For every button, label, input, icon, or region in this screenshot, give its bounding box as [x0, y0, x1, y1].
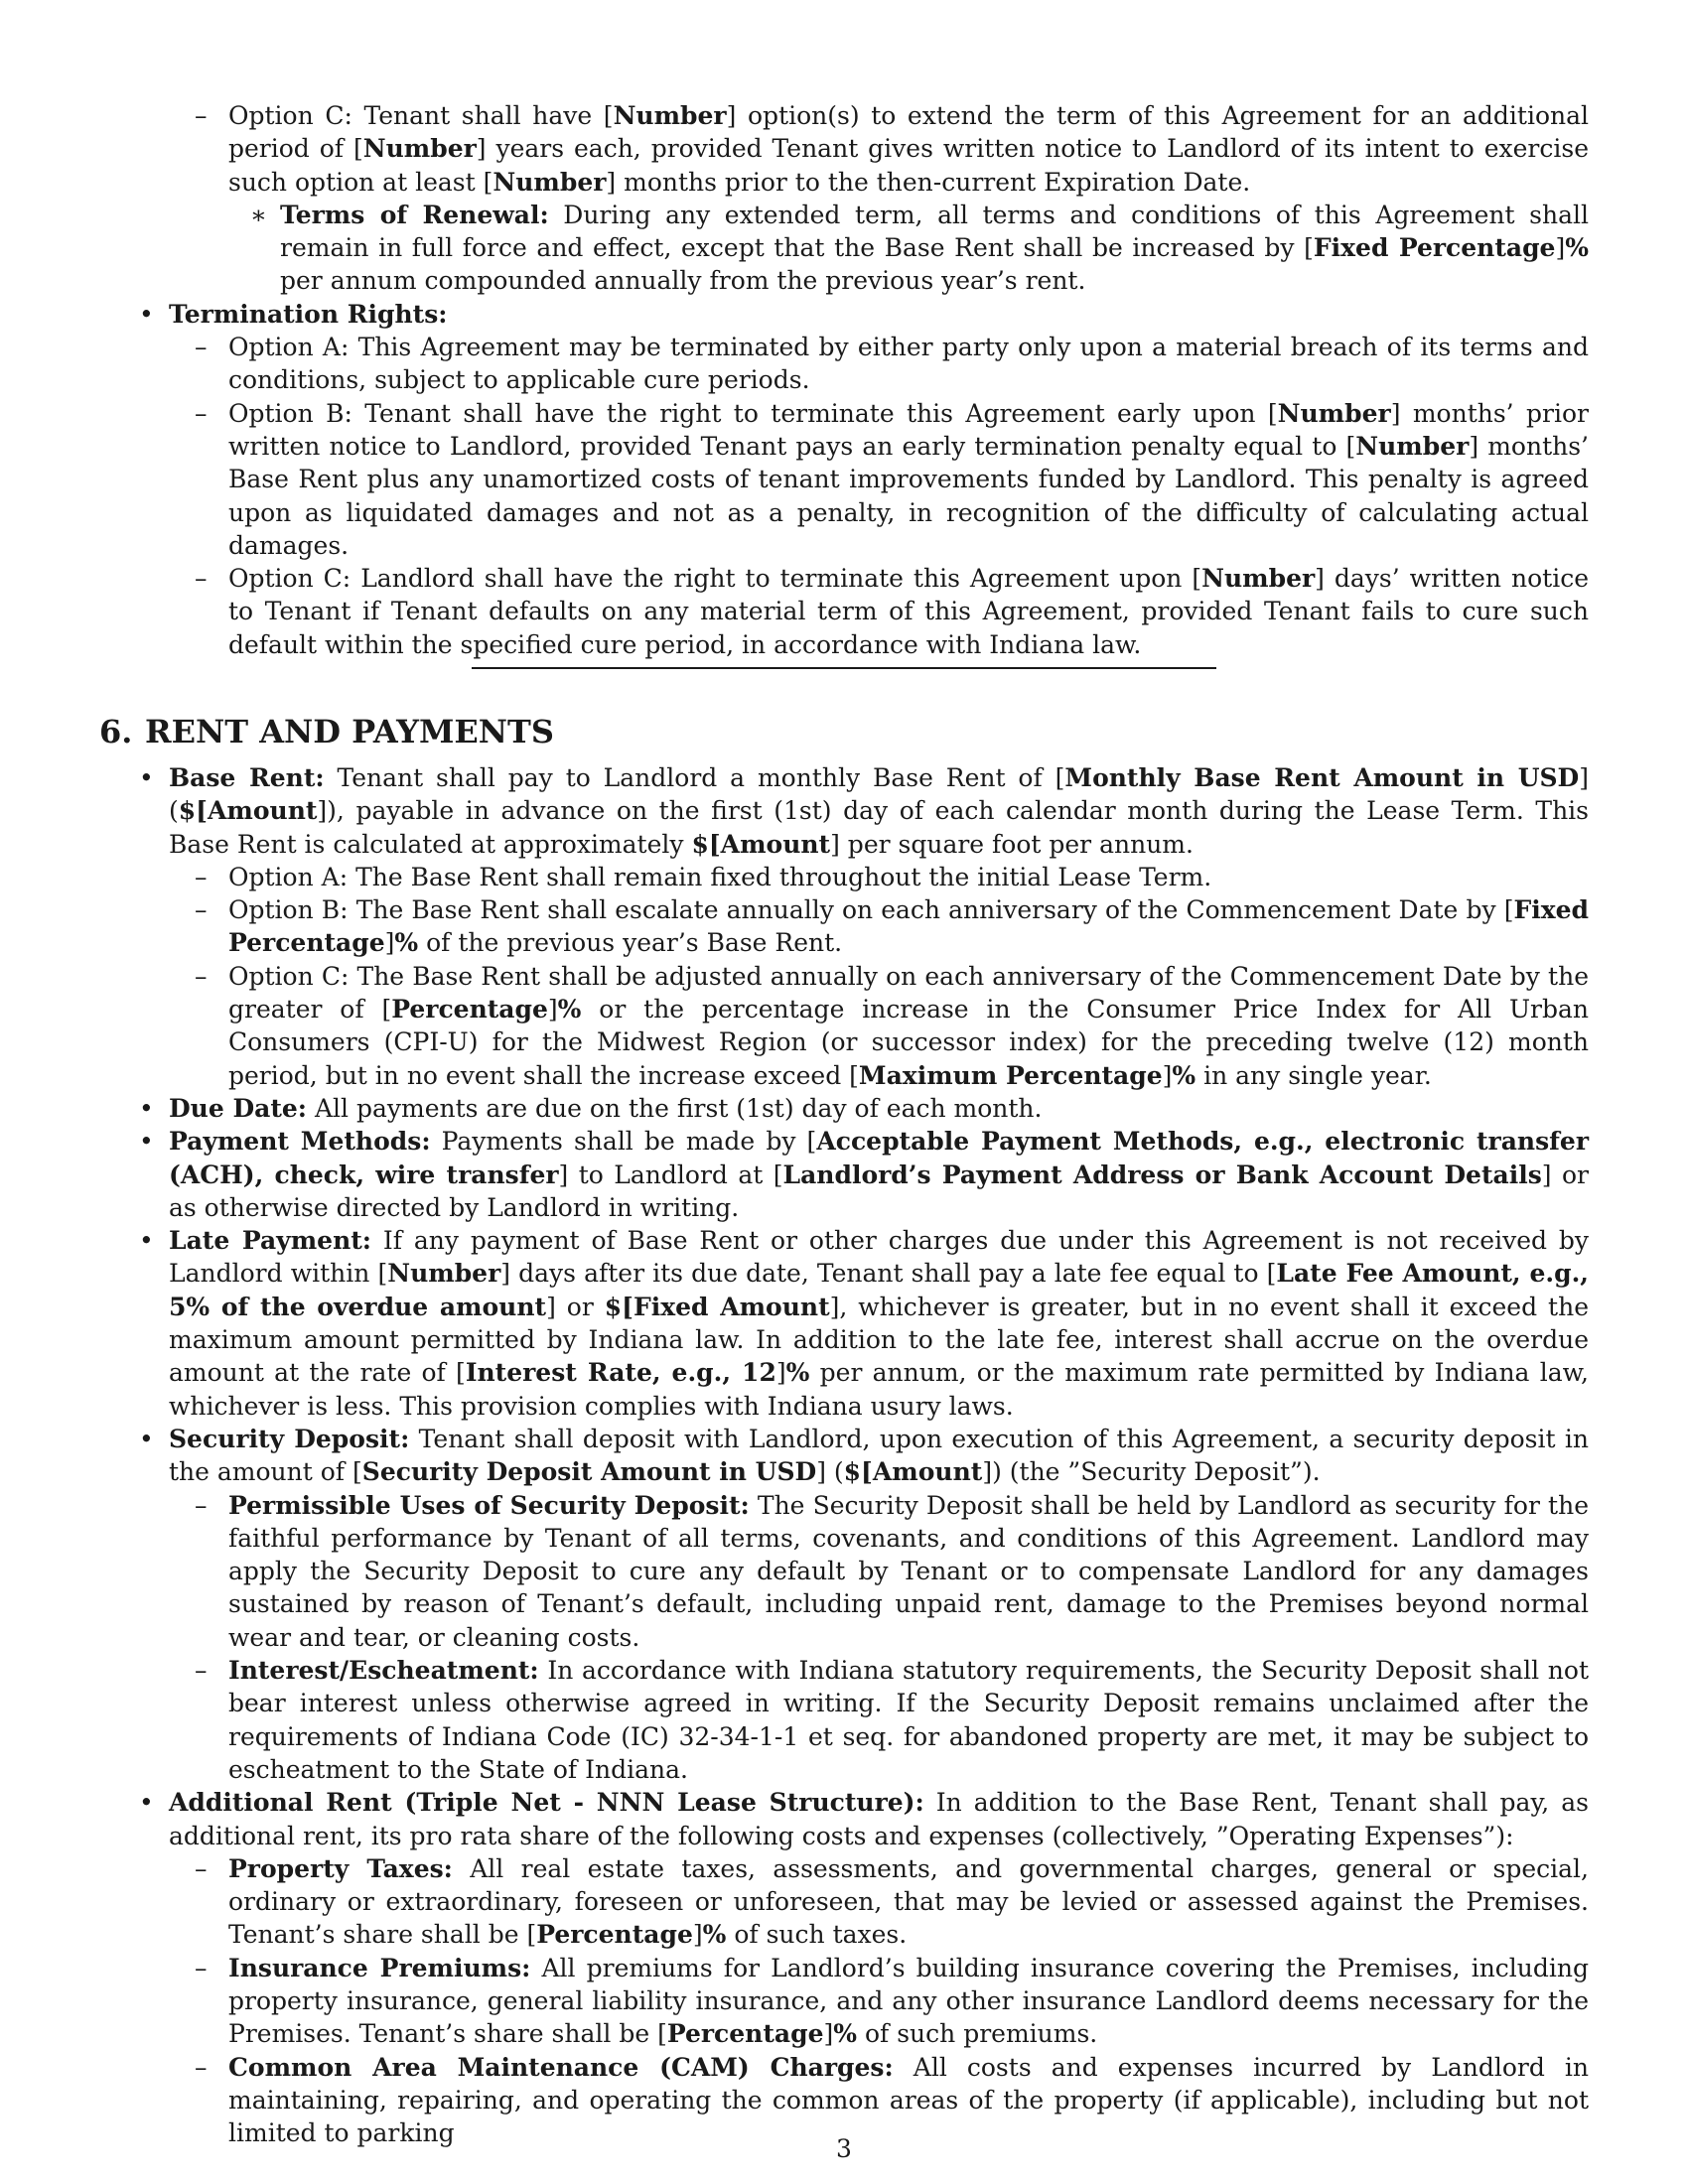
base-rent: • Base Rent: Tenant shall pay to Landlord a monthly Base Rent of [Monthly Base Rent Amount in USD] ($[Amount]), payable in advance on the first (1st) day of each calendar month during the Lease Term. This Base Rent is calculated at approximately $[Amount] per square foot per annum. [139, 763, 1590, 859]
rent-and-payments-section [99, 761, 1589, 2149]
additional-rent: • Additional Rent (Triple Net - NNN Lease Structure): In addition to the Base Rent, Tenant shall pay, as additional rent, its pro rata share of the following costs and expenses (collectively, ”Operating Expenses”): [139, 1788, 1589, 1850]
base-rent-option-a: – Option A: The Base Rent shall remain fixed throughout the initial Lease Term. [99, 861, 1589, 893]
insurance-premiums: – Insurance Premiums: All premiums for Landlord’s building insurance covering the Premises, including property insurance, general liability insurance, and any other insurance Landlord deems necessary for the Premises. Tenant’s share shall be [Percentage]% of such premiums. [195, 1953, 1589, 2049]
dash-marker: – [195, 895, 208, 925]
renewal-option-c: – Option C: Tenant shall have [Number] option(s) to extend the term of this Agreement for an additional period of [Number] years each, provided Tenant gives written notice to Landlord of its intent to exercise such option at least [Number] months prior to the then-current Expiration Date. [195, 101, 1589, 197]
dash-marker: – [195, 398, 208, 428]
dash-marker: – [195, 1853, 208, 1883]
base-rent-option-b: – Option B: The Base Rent shall escalate annually on each anniversary of the Commencement Date by [Fixed Percentage]% of the previous year’s Base Rent. [195, 895, 1589, 958]
base-rent-option-c: – Option C: The Base Rent shall be adjusted annually on each anniversary of the Commencement Date by the greater of [Percentage]% or the percentage increase in the Consumer Price Index for All Urban Consumers (CPI-U) for the Midwest Region (or successor index) for the preceding twelve (12) month period, but in no event shall the increase exceed [Maximum Percentage]% in any single year. [195, 961, 1589, 1090]
bullet-marker: • [139, 299, 154, 329]
section-heading [99, 710, 1589, 753]
rent-list [99, 761, 1589, 2149]
star-marker: ∗ [250, 200, 267, 229]
payment-methods: • Payment Methods: Payments shall be made by [Acceptable Payment Methods, e.g., electronic transfer (ACH), check, wire transfer] to Landlord at [Landlord’s Payment Address or Bank Account Details] or as otherwise directed by Landlord in writing. [139, 1127, 1589, 1222]
bullet-marker: • [139, 1093, 154, 1123]
cam-charges: – Common Area Maintenance (CAM) Charges: All costs and expenses incurred by Landlord in maintaining, repairing, and operating the common areas of the property (if applicable), including but not limited to parking [195, 2052, 1589, 2148]
dash-marker: – [195, 961, 208, 991]
dash-marker: – [195, 1953, 208, 1982]
section-divider [472, 667, 1216, 669]
termination-option-a: – Option A: This Agreement may be terminated by either party only upon a material breach of its terms and conditions, subject to applicable cure periods. [195, 333, 1589, 395]
dash-marker: – [195, 1490, 208, 1520]
due-date: • Due Date: All payments are due on the first (1st) day of each month. [99, 1092, 1589, 1125]
late-payment: • Late Payment: If any payment of Base Rent or other charges due under this Agreement is not received by Landlord within [Number] days after its due date, Tenant shall pay a late fee equal to [Late Fee Amount, e.g., 5% of the overdue amount] or $[Fixed Amount], whichever is greater, but in no event shall it exceed the maximum amount permitted by Indiana law. In addition to the late fee, interest shall accrue on the overdue amount at the rate of [Interest Rate, e.g., 12]% per annum, or the maximum rate permitted by Indiana law, whichever is less. This provision complies with Indiana usury laws. [139, 1226, 1589, 1421]
section-title: RENT AND PAYMENTS [145, 713, 554, 751]
bullet-marker: • [139, 1226, 154, 1256]
security-deposit: • Security Deposit: Tenant shall deposit with Landlord, upon execution of this Agreement, a security deposit in the amount of [Security Deposit Amount in USD] ($[Amount]) (the ”Security Deposit”). [139, 1424, 1589, 1487]
dash-marker: – [195, 564, 208, 594]
dash-marker: – [195, 1656, 208, 1686]
bullet-marker: • [139, 1424, 154, 1453]
security-deposit-interest: – Interest/Escheatment: In accordance with Indiana statutory requirements, the Security Deposit shall not bear interest unless otherwise agreed in writing. If the Security Deposit remains unclaimed after the requirements of Indiana Code (IC) 32-34-1-1 et seq. for abandoned property are met, it may be subject to escheatment to the State of Indiana. [195, 1656, 1589, 1784]
bullet-marker: • [139, 763, 154, 792]
dash-marker: – [195, 2052, 208, 2082]
renewal-list [99, 99, 1589, 661]
property-taxes: – Property Taxes: All real estate taxes, assessments, and governmental charges, general or special, ordinary or extraordinary, foreseen or unforeseen, that may be levied or assessed against the Premises. Tenant’s share shall be [Percentage]% of such taxes. [195, 1853, 1589, 1950]
bullet-marker: • [139, 1788, 154, 1818]
security-deposit-uses: – Permissible Uses of Security Deposit: The Security Deposit shall be held by Landlord as security for the faithful performance by Tenant of all terms, covenants, and conditions of this Agreement. Landlord may apply the Security Deposit to cure any default by Tenant or to compensate Landlord for any damages sustained by reason of Tenant’s default, including unpaid rent, damage to the Premises beyond normal wear and tear, or cleaning costs. [195, 1490, 1589, 1652]
dash-marker: – [195, 101, 208, 130]
dash-marker: – [195, 333, 208, 362]
termination-rights: • Termination Rights: [99, 298, 1589, 331]
termination-option-c: – Option C: Landlord shall have the right to terminate this Agreement upon [Number] days’ written notice to Tenant if Tenant defaults on any material term of this Agreement, provided Tenant fails to cure such default within the specified cure period, in accordance with Indiana law. [195, 564, 1589, 659]
page-number: 3 [836, 2134, 852, 2163]
termination-option-b: – Option B: Tenant shall have the right to terminate this Agreement early upon [Number] months’ prior written notice to Landlord, provided Tenant pays an early termination penalty equal to [Number] months’ Base Rent plus any unamortized costs of tenant improvements funded by Landlord. This penalty is agreed upon as liquidated damages and not as a penalty, in recognition of the difficulty of calculating actual damages. [195, 398, 1589, 560]
dash-marker: – [195, 862, 208, 891]
previous-section-continuation [99, 99, 1589, 661]
terms-of-renewal: ∗ Terms of Renewal: During any extended term, all terms and conditions of this Agreement shall remain in full force and effect, except that the Base Rent shall be increased by [Fixed Percentage]% per annum compounded annually from the previous year’s rent. [250, 200, 1589, 296]
section-number: 6. [99, 713, 133, 751]
bullet-marker: • [139, 1127, 154, 1157]
